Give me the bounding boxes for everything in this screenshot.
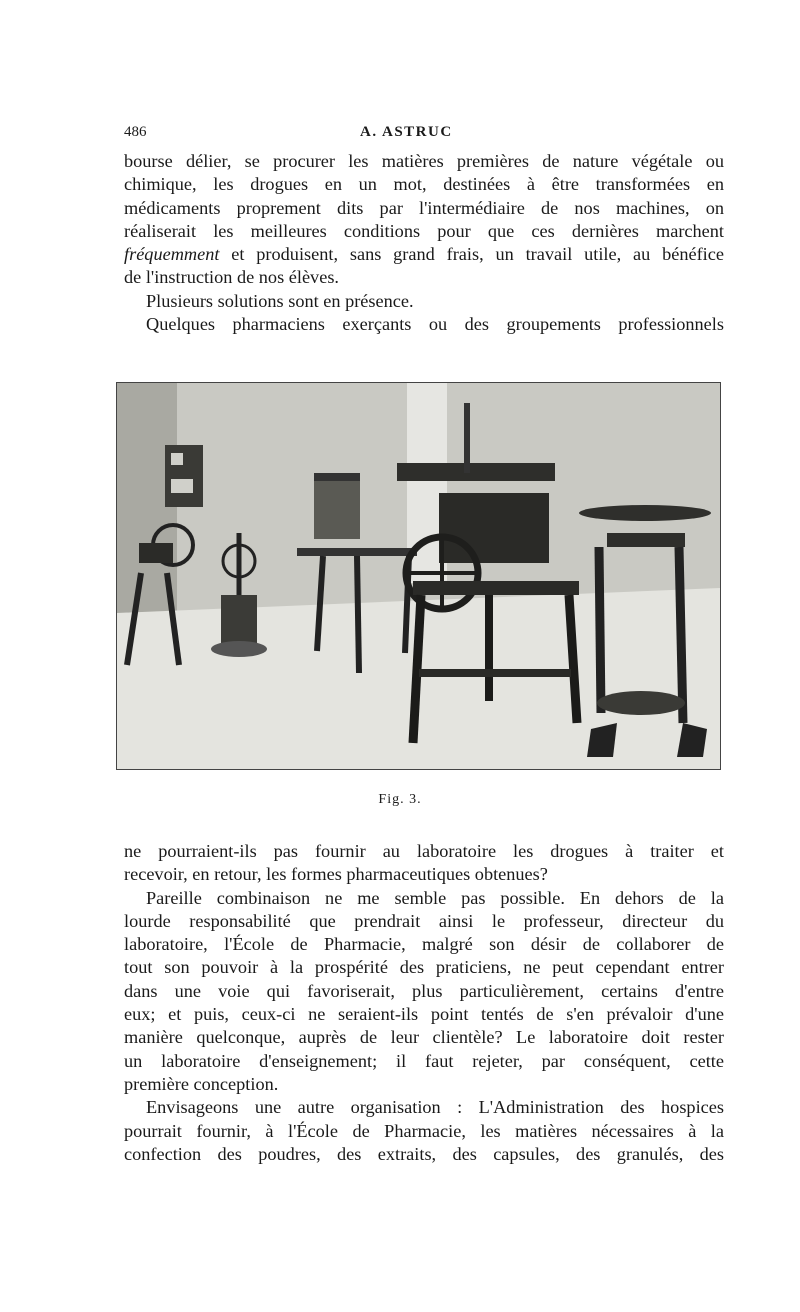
text-line: laboratoire, l'École de Pharmacie, malgré son désir de collaborer de <box>124 934 724 955</box>
text-line: de l'instruction de nos élèves. <box>124 267 340 288</box>
text-line: Pareille combinaison ne me semble pas possible. En dehors de la <box>146 887 724 908</box>
text-line: lourde responsabilité que prendrait ainsi le professeur, directeur du <box>124 910 724 931</box>
top-text-block <box>124 150 724 336</box>
text-line: un laboratoire d'enseignement; il faut rejeter, par conséquent, cette <box>124 1050 724 1071</box>
text-line: recevoir, en retour, les formes pharmaceutiques obtenues? <box>124 864 548 885</box>
text-line: dans une voie qui favoriserait, plus particulièrement, certains d'entre <box>124 980 724 1001</box>
text-line: eux; et puis, ceux-ci ne seraient-ils point tentés de s'en prévaloir d'une <box>124 1004 724 1025</box>
text-line: Quelques pharmaciens exerçants ou des groupements professionnels <box>146 314 724 335</box>
page-header <box>124 124 724 146</box>
running-head: A. ASTRUC <box>360 124 453 140</box>
bottom-text-block <box>124 840 724 1166</box>
text-span: et produisent, sans grand frais, un travail utile, au bénéfice <box>219 244 724 265</box>
text-line: manière quelconque, auprès de leur clientèle? Le laboratoire doit rester <box>124 1027 724 1048</box>
paragraph: Plusieurs solutions sont en présence. <box>146 290 414 311</box>
text-line: première conception. <box>124 1073 279 1094</box>
text-line: Envisageons une autre organisation : L'Administration des hospices <box>146 1097 724 1118</box>
figure-photograph <box>116 382 721 770</box>
text-line: confection des poudres, des extraits, des capsules, des granulés, des <box>124 1143 724 1164</box>
machinery-illustration <box>117 383 720 769</box>
text-line: pourrait fournir, à l'École de Pharmacie, les matières nécessaires à la <box>124 1120 724 1141</box>
text-line: tout son pouvoir à la prospérité des praticiens, ne peut cependant entrer <box>124 957 724 978</box>
text-line: chimique, les drogues en un mot, destinées à être transformées en <box>124 174 724 195</box>
page-number: 486 <box>124 124 147 140</box>
figure-caption: Fig. 3. <box>378 792 422 807</box>
italic-word: fréquemment <box>124 244 220 265</box>
text-line: médicaments proprement dits par l'intermédiaire de nos machines, on <box>124 197 724 218</box>
text-line: ne pourraient-ils pas fournir au laboratoire les drogues à traiter et <box>124 841 724 861</box>
text-line: réaliserait les meilleures conditions pour que ces dernières marchent <box>124 220 724 241</box>
text-line: bourse délier, se procurer les matières premières de nature végétale ou <box>124 151 724 171</box>
text-line <box>124 243 724 266</box>
